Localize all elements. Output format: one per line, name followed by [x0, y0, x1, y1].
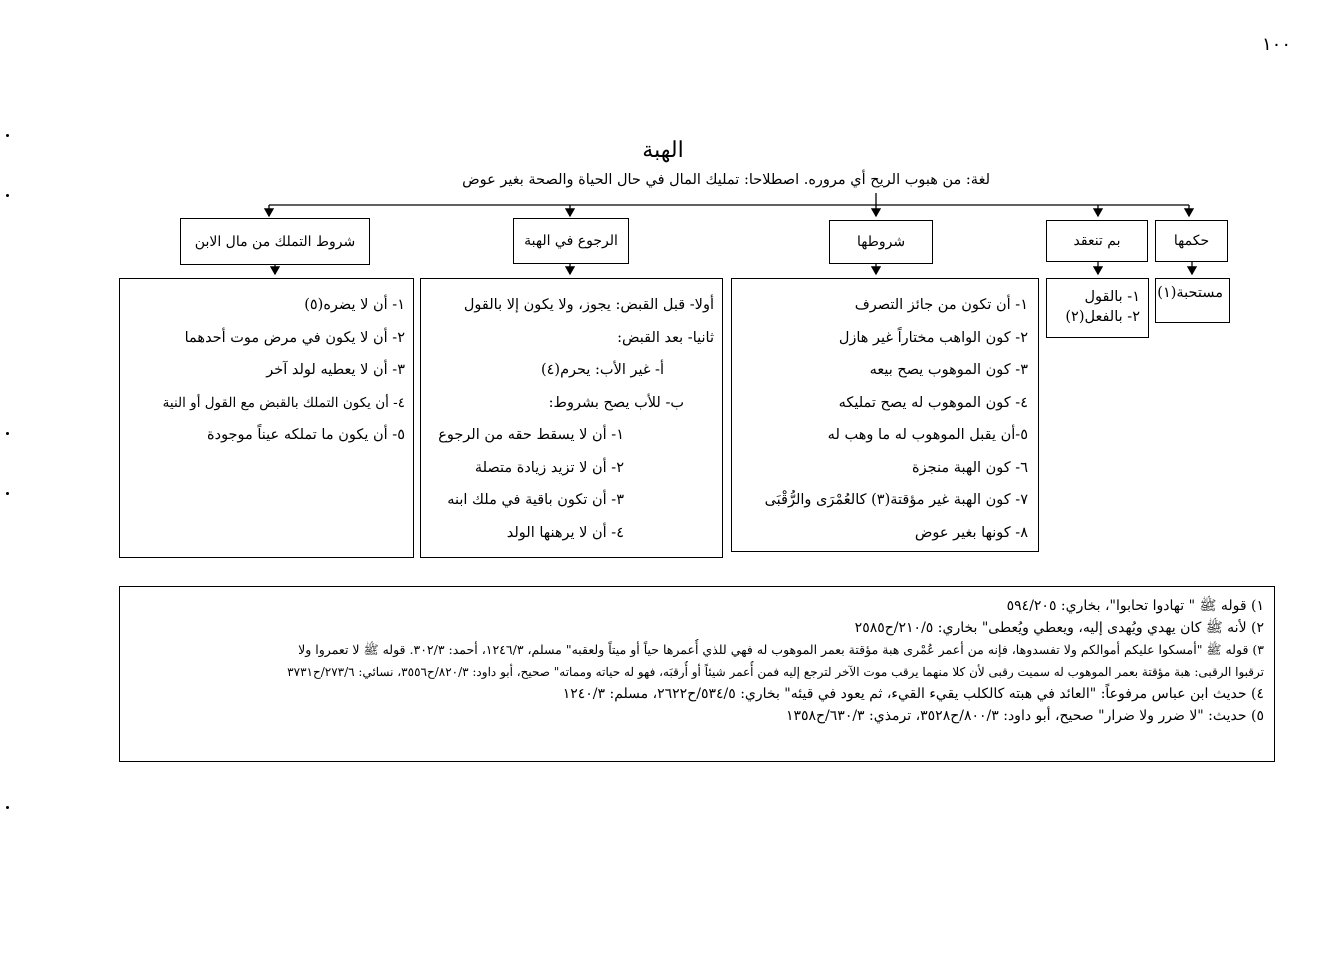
list-item: ٢- كون الواهب مختاراً غير هازل	[838, 329, 1028, 346]
column-bima-tanaqid	[1046, 278, 1149, 338]
margin-dot	[6, 492, 9, 495]
page-title: الهبة	[642, 138, 684, 163]
footnote: ١) قوله ﷺ " تهادوا تحابوا"، بخاري: ٥٩٤/٢٠٥	[1006, 598, 1264, 614]
list-item: ٧- كون الهبة غير مؤقتة(٣) كالعُمْرَى والرُّقْبَى	[764, 492, 1028, 508]
list-item: ب- للأب يصح بشروط:	[548, 394, 684, 411]
list-item: ثانيا- بعد القبض:	[617, 329, 714, 346]
list-item: مستحبة(١)	[1157, 285, 1223, 301]
list-item: ٢- بالفعل(٢)	[1065, 309, 1140, 325]
list-item: ١- أن تكون من جائز التصرف	[854, 297, 1028, 313]
list-item: ٥- أن يكون ما تملكه عيناً موجودة	[207, 427, 405, 443]
page-number: ١٠٠	[1262, 34, 1292, 55]
list-item: ٣- أن تكون باقية في ملك ابنه	[447, 492, 624, 508]
footnote: ٣) قوله ﷺ "أمسكوا عليكم أموالكم ولا تفسدوها، فإنه من أعمر عُمْرى هبة مؤقتة بعمر الموهوب له فهي للذي أُعمرها حياً أو ميتاً ولعقبه" مسلم، ١٢٤٦/٣، أحمد: ٣٠٢/٣. قوله ﷺ لا تعمروا ولا	[298, 642, 1264, 657]
header-rujuu: الرجوع في الهبة	[513, 218, 629, 264]
definition-line: لغة: من هبوب الريح أي مروره. اصطلاحا: تمليك المال في حال الحياة والصحة بغير عوض	[462, 172, 990, 188]
list-item: ١- بالقول	[1084, 289, 1140, 305]
header-bima-tanaqid: بم تنعقد	[1046, 220, 1148, 262]
list-item: ٦- كون الهبة منجزة	[912, 459, 1028, 476]
list-item: ١- أن لا يسقط حقه من الرجوع	[438, 427, 624, 443]
header-shurut: شروطها	[829, 220, 933, 264]
footnotes-box	[119, 586, 1275, 762]
header-tamalluk: شروط التملك من مال الابن	[180, 218, 370, 265]
header-hukm: حكمها	[1155, 220, 1228, 262]
column-tamalluk	[119, 278, 414, 558]
list-item: ٣- أن لا يعطيه لولد آخر	[266, 362, 405, 378]
margin-dot	[6, 432, 9, 435]
column-rujuu	[420, 278, 723, 558]
list-item: ٣- كون الموهوب يصح بيعه	[869, 362, 1028, 378]
list-item: ٢- أن لا تزيد زيادة متصلة	[474, 459, 624, 476]
footnote: ٥) حديث: "لا ضرر ولا ضرار" صحيح، أبو داود: ٨٠٠/٣/ح٣٥٢٨، ترمذي: ٦٣٠/٣/ح١٣٥٨	[785, 708, 1264, 724]
footnote: ٢) لأنه ﷺ كان يهدي ويُهدى إليه، ويعطي ويُعطى" بخاري: ٢١٠/٥/ح٢٥٨٥	[854, 620, 1264, 636]
footnote: ترقبوا الرقبى: هبة مؤقتة بعمر الموهوب له سميت رقبى لأن كلا منهما يرقب موت الآخر لترجع إليه فمن أُعمر شيئاً أو أُرقبَه، فهو له حياته ومماته" صحيح، أبو داود: ٨٢٠/٣/ح٣٥٥٦، نسائي: ٢٧٣/٦/ح٣٧٣١	[287, 665, 1264, 679]
column-shurut	[731, 278, 1039, 552]
list-item: ٤- أن لا يرهنها الولد	[506, 524, 624, 541]
list-item: أولا- قبل القبض: يجوز، ولا يكون إلا بالقول	[463, 297, 714, 313]
list-item: ١- أن لا يضره(٥)	[304, 297, 405, 313]
column-hukm	[1155, 278, 1230, 323]
footnote: ٤) حديث ابن عباس مرفوعاً: "العائد في هبته كالكلب يقيء القيء، ثم يعود في قيئه" بخاري: ٥٣٤/٥/ح٢٦٢٢، مسلم: ١٢٤٠/٣	[562, 686, 1264, 702]
list-item: ٤- كون الموهوب له يصح تمليكه	[838, 394, 1028, 411]
list-item: ٢- أن لا يكون في مرض موت أحدهما	[184, 329, 405, 346]
list-item: أ- غير الأب: يحرم(٤)	[540, 362, 664, 378]
margin-dot	[6, 806, 9, 809]
list-item: ٨- كونها بغير عوض	[914, 524, 1028, 541]
list-item: ٥-أن يقبل الموهوب له ما وهب له	[827, 427, 1028, 443]
list-item: ٤- أن يكون التملك بالقبض مع القول أو النية	[162, 394, 405, 411]
